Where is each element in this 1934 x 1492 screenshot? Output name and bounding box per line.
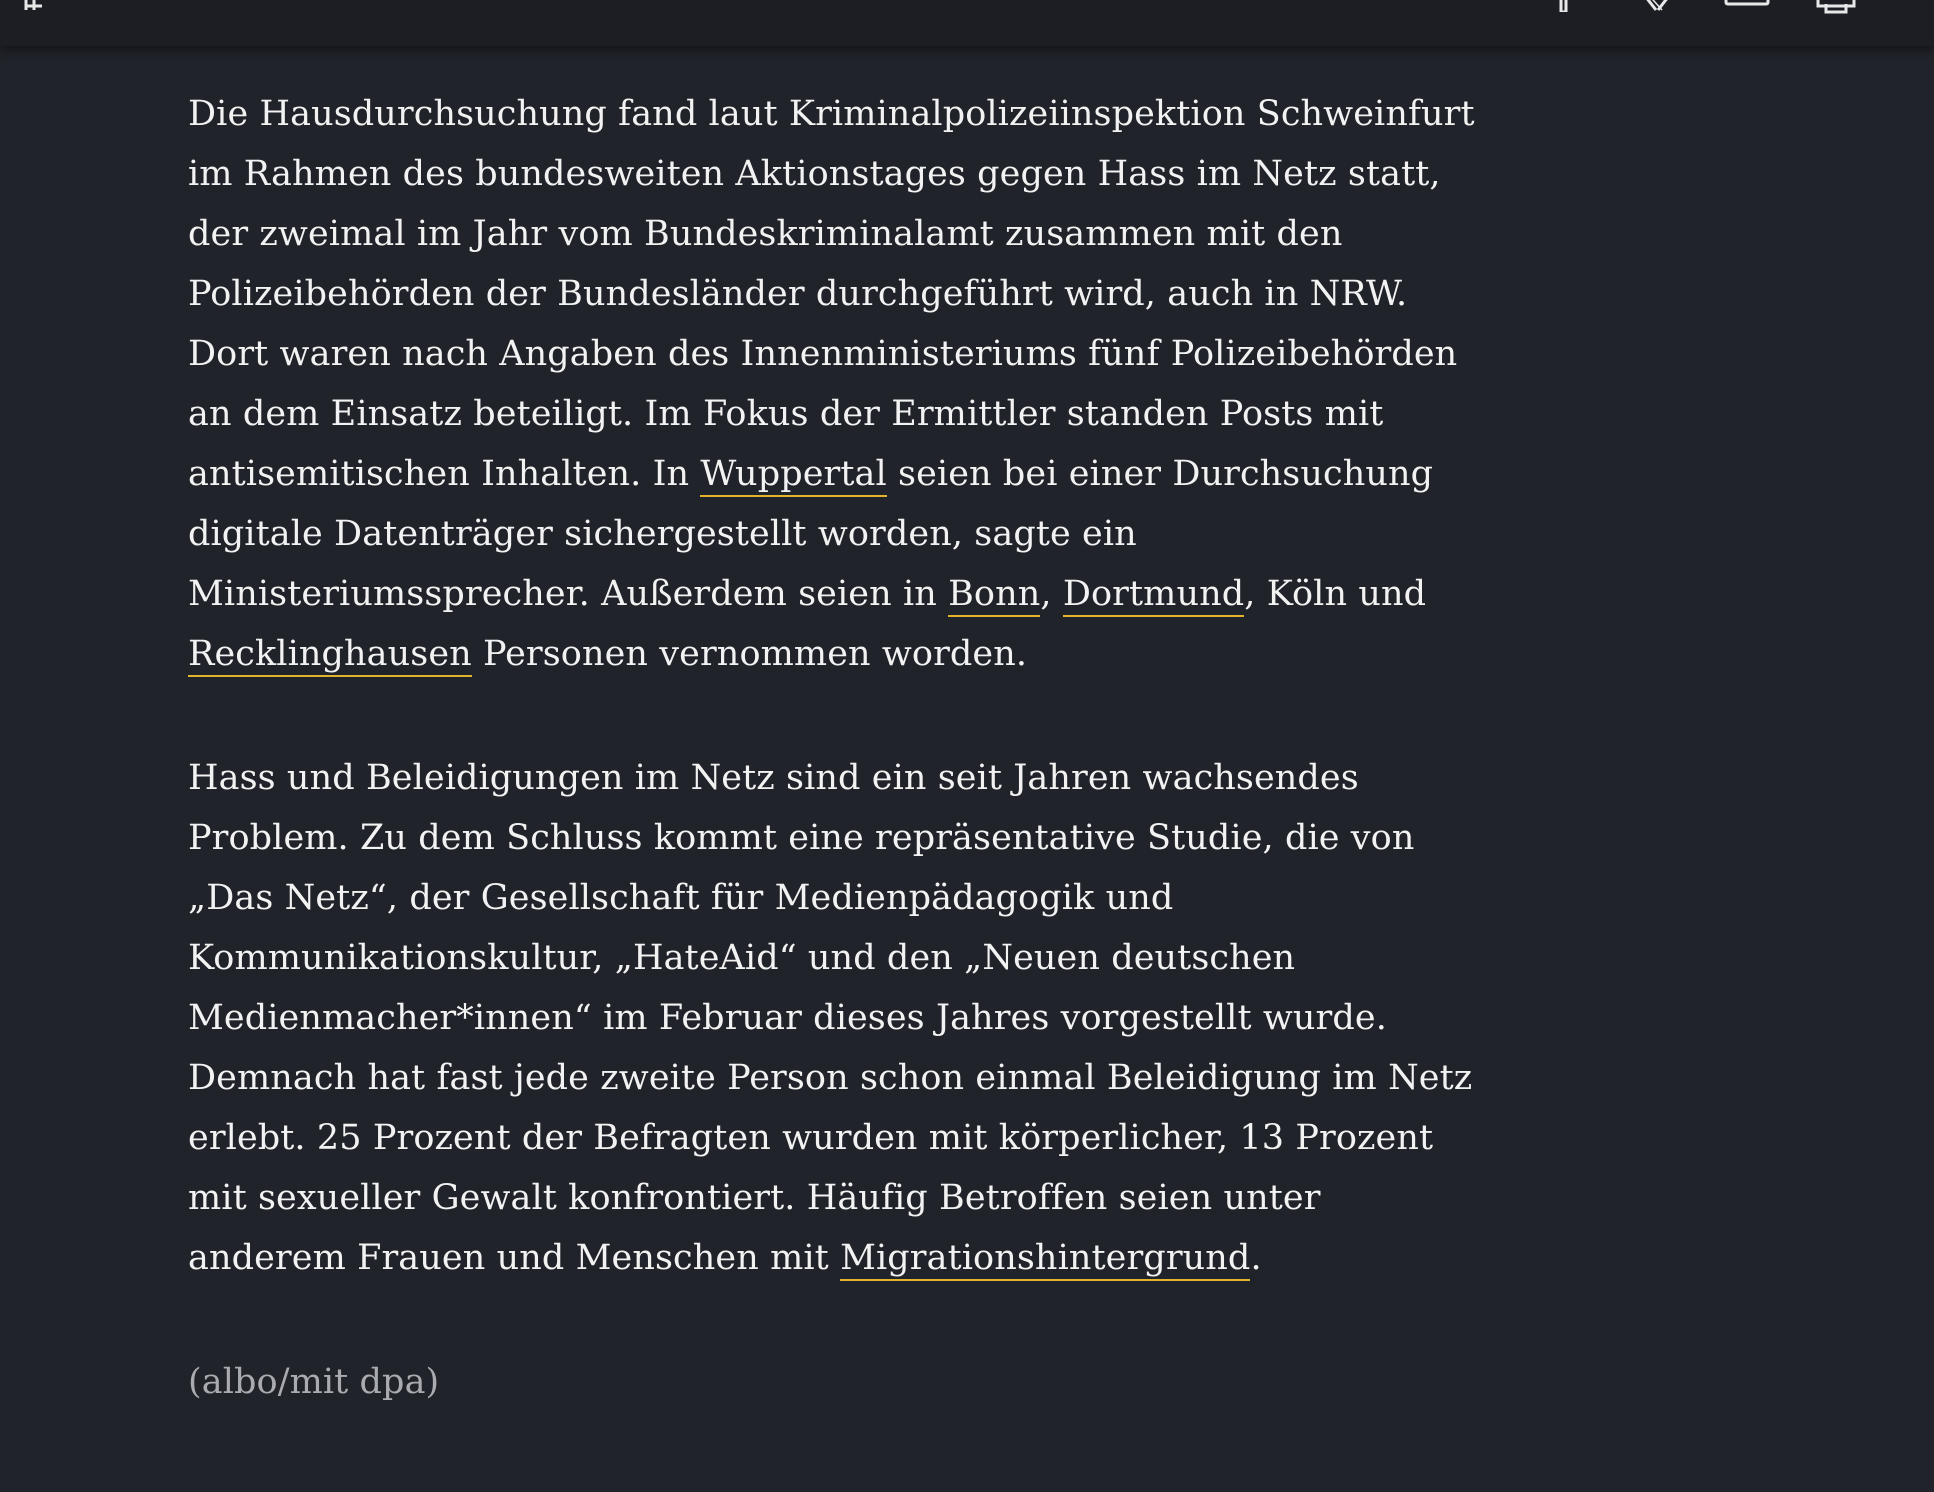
article-byline: (albo/mit dpa) [188,1362,440,1402]
paragraph-text: . [1250,1238,1262,1278]
paragraph-text: seien bei einer Durchsuchung digitale Datenträger sichergestellt worden, sagte ein Ministeriumssprecher. Außerdem seien in [188,454,1434,614]
link-dortmund[interactable]: Dortmund [1063,574,1244,617]
paragraph-text: , [1040,574,1063,614]
article-paragraph-2 [188,748,1478,1288]
paragraph-text: Hass und Beleidigungen im Netz sind ein seit Jahren wachsendes Problem. Zu dem Schluss kommt eine repräsentative Studie, die von „Das Netz“, der Gesellschaft für Medienpädagogik und Kommunikationskultur, „HateAid“ und den „Neuen deutschen Medienmacher*innen“ im Februar dieses Jahres vorgestellt wurde. Demnach hat fast jede zweite Person schon einmal Beleidigung im Netz erlebt. 25 Prozent der Befragten wurden mit körperlicher, 13 Prozent mit sexueller Gewalt konfrontiert. Häufig Betroffen seien unter anderem Frauen und Menschen mit [188,758,1473,1278]
menu-icon[interactable] [22,0,62,12]
link-migrationshintergrund[interactable]: Migrationshintergrund [840,1238,1250,1281]
print-icon[interactable] [1814,0,1858,14]
paragraph-text: Die Hausdurchsuchung fand laut Kriminalpolizeiinspektion Schweinfurt im Rahmen des bundesweiten Aktionstages gegen Hass im Netz statt, der zweimal im Jahr vom Bundeskriminalamt zusammen mit den Polizeibehörden der Bundesländer durchgeführt wird, auch in NRW. Dort waren nach Angaben des Innenministeriums fünf Polizeibehörden an dem Einsatz beteiligt. Im Fokus der Ermittler standen Posts mit antisemitischen Inhalten. In [188,94,1475,494]
paragraph-text: Personen vernommen worden. [471,634,1028,674]
facebook-icon[interactable] [1552,0,1576,12]
mail-icon[interactable] [1724,0,1772,6]
paragraph-text: , Köln und [1244,574,1427,614]
top-bar [0,0,1934,46]
article-paragraph-1 [188,84,1478,684]
article-body [188,84,1478,1412]
link-wuppertal[interactable]: Wuppertal [700,454,886,497]
x-icon[interactable] [1636,0,1680,12]
link-recklinghausen[interactable]: Recklinghausen [188,634,472,677]
link-bonn[interactable]: Bonn [948,574,1040,617]
